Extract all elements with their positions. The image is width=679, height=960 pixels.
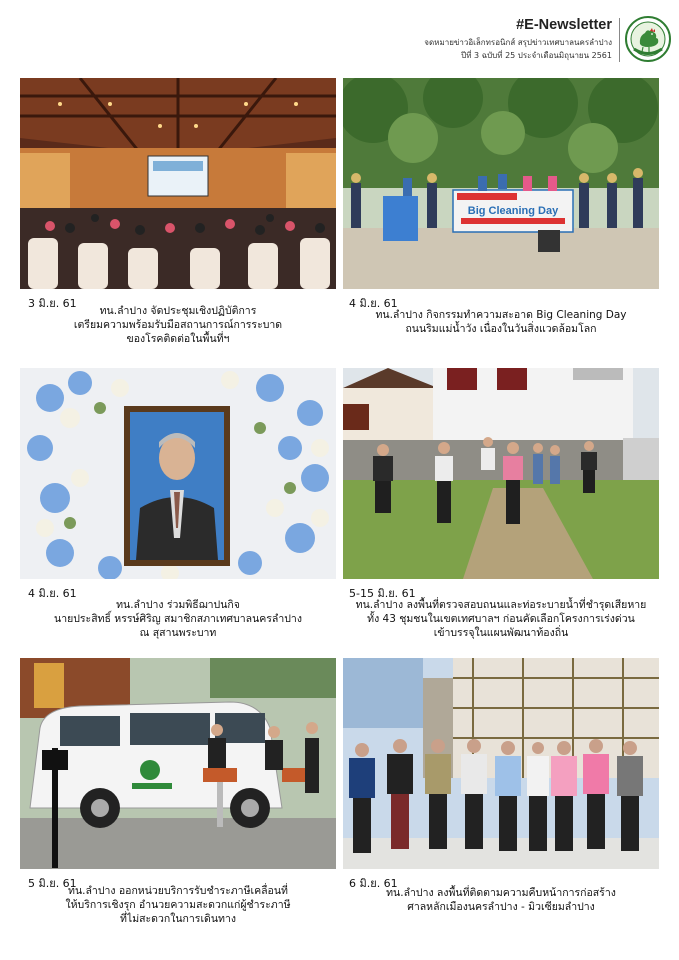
item-date: 3 มิ.ย. 61 [28,297,77,310]
caption-line: ศาลหลักเมืองนครลำปาง - มิวเซียมลำปาง [407,901,595,913]
item-caption [343,598,659,640]
caption-line: ณ สุสานพระบาท [139,627,217,639]
item-date: 4 มิ.ย. 61 [28,587,77,600]
caption-line: นายประสิทธิ์ หรรษ์ศิริญ สมาชิกสภาเทศบาลนครลำปาง [54,613,302,625]
newsletter-issue: ปีที่ 3 ฉบับที่ 25 ประจำเดือนมิถุนายน 2561 [461,51,612,60]
caption-line: ทน.ลำปาง ลงพื้นที่ติดตามความคืบหน้าการก่อสร้าง [386,887,616,899]
banner-text: Big Cleaning Day [467,205,559,217]
newsletter-subtitle: จดหมายข่าวอิเล็กทรอนิกส์ สรุปข่าวเทศบาลนครลำปาง [424,38,612,47]
header-divider [619,18,620,62]
newsletter-header [0,0,679,70]
caption-line: ถนนริมแม่น้ำวัง เนื่องในวันสิ่งแวดล้อมโลก [405,323,597,335]
item-caption [20,598,336,640]
item-caption [20,884,336,926]
item-caption [343,886,659,914]
photo-meeting-hall [20,78,336,289]
caption-line: ทน.ลำปาง จัดประชุมเชิงปฏิบัติการ [99,305,257,317]
photo-construction-group [343,658,659,869]
caption-line: ทน.ลำปาง ร่วมพิธีฌาปนกิจ [116,599,240,611]
item-date: 6 มิ.ย. 61 [349,877,398,890]
caption-line: เข้าบรรจุในแผนพัฒนาท้องถิ่น [433,627,569,639]
photo-funeral-portrait [20,368,336,579]
item-caption [20,304,336,346]
caption-line: ของโรคติดต่อในพื้นที่ฯ [126,333,230,345]
caption-line: เตรียมความพร้อมรับมือสถานการณ์การระบาด [73,319,283,331]
newsletter-title: #E-Newsletter [516,17,612,33]
caption-line: ทน.ลำปาง ออกหน่วยบริการรับชำระภาษีเคลื่อนที่ [68,885,288,897]
item-date: 5 มิ.ย. 61 [28,877,77,890]
caption-line: ทั้ง 43 ชุมชนในเขตเทศบาลฯ ก่อนคัดเลือกโครงการเร่งด่วน [367,613,635,625]
photo-field-inspection [343,368,659,579]
rooster-seal-icon [625,16,671,62]
item-date: 5-15 มิ.ย. 61 [349,587,416,600]
item-caption [343,308,659,336]
caption-line: ให้บริการเชิงรุก อำนวยความสะดวกแก่ผู้ชำระภาษี [65,899,291,911]
caption-line: ทน.ลำปาง ลงพื้นที่ตรวจสอบถนนและท่อระบายน้ำที่ชำรุดเสียหาย [355,599,647,611]
caption-line: ที่ไม่สะดวกในการเดินทาง [120,913,236,925]
caption-line: ทน.ลำปาง กิจกรรมทำความสะอาด Big Cleaning Day [375,309,627,321]
photo-big-cleaning-day [343,78,659,289]
item-date: 4 มิ.ย. 61 [349,297,398,310]
photo-mobile-tax-van [20,658,336,869]
